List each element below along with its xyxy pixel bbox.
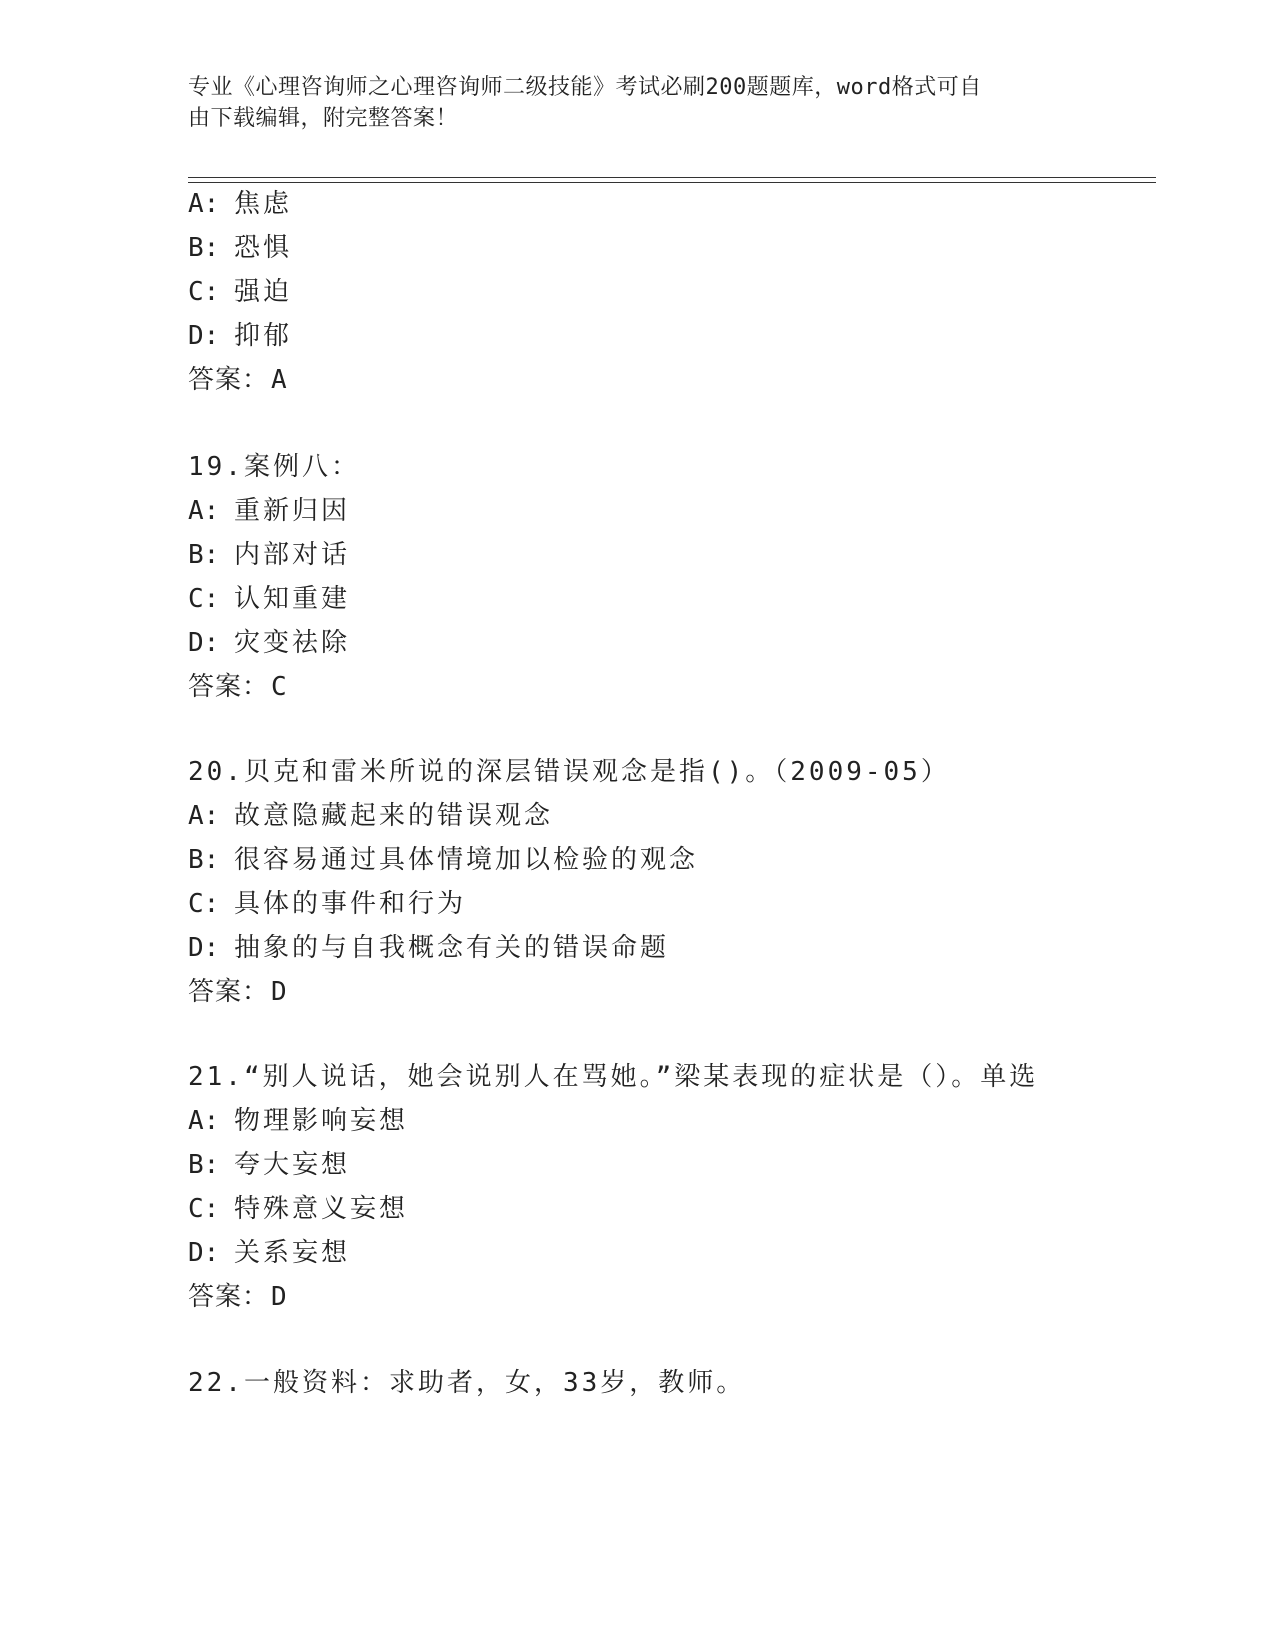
q21-option-c — [188, 1192, 408, 1226]
q20-option-b — [188, 843, 698, 877]
header-divider-bottom — [188, 182, 1156, 183]
option-letter: D: — [188, 628, 220, 658]
option-letter: A: — [188, 189, 220, 219]
q20-answer — [188, 975, 288, 1009]
header-divider-top — [188, 177, 1156, 178]
q19-option-a — [188, 494, 350, 528]
option-text: 故意隐藏起来的错误观念 — [234, 801, 554, 831]
option-letter: C: — [188, 584, 220, 614]
answer-value: A — [271, 365, 288, 395]
q20-option-c — [188, 887, 466, 921]
q21-option-d — [188, 1236, 350, 1270]
header-line-1: 专业《心理咨询师之心理咨询师二级技能》考试必刷200题题库，word格式可自 — [188, 75, 982, 100]
q21-option-a — [188, 1104, 408, 1138]
header-line-2: 由下载编辑，附完整答案！ — [188, 106, 459, 131]
option-text: 焦虑 — [234, 189, 293, 219]
option-letter: D: — [188, 1238, 220, 1268]
answer-label: 答案： — [188, 977, 270, 1007]
answer-value: D — [271, 977, 288, 1007]
option-letter: A: — [188, 801, 220, 831]
option-text: 特殊意义妄想 — [234, 1194, 409, 1224]
answer-label: 答案： — [188, 1282, 270, 1312]
option-text: 关系妄想 — [234, 1238, 351, 1268]
option-text: 抽象的与自我概念有关的错误命题 — [234, 933, 670, 963]
option-letter: C: — [188, 889, 220, 919]
q19-option-d — [188, 626, 350, 660]
q21-stem: 21.“别人说话，她会说别人在骂她。”梁某表现的症状是（）。单选 — [188, 1062, 1039, 1092]
option-letter: B: — [188, 540, 220, 570]
option-text: 恐惧 — [234, 233, 293, 263]
option-letter: B: — [188, 233, 220, 263]
option-letter: A: — [188, 496, 220, 526]
option-letter: D: — [188, 321, 220, 351]
answer-value: C — [271, 672, 288, 702]
option-text: 重新归因 — [234, 496, 351, 526]
q18-answer — [188, 363, 288, 397]
option-letter: B: — [188, 1150, 220, 1180]
option-letter: C: — [188, 277, 220, 307]
q18-option-b — [188, 231, 292, 265]
option-text: 具体的事件和行为 — [234, 889, 467, 919]
q21-option-b — [188, 1148, 350, 1182]
q21-answer — [188, 1280, 288, 1314]
option-text: 强迫 — [234, 277, 293, 307]
q19-option-c — [188, 582, 350, 616]
q22-stem: 22.一般资料：求助者，女，33岁，教师。 — [188, 1368, 746, 1398]
answer-value: D — [271, 1282, 288, 1312]
option-text: 夸大妄想 — [234, 1150, 351, 1180]
q20-option-d — [188, 931, 669, 965]
option-text: 抑郁 — [234, 321, 293, 351]
option-letter: D: — [188, 933, 220, 963]
document-header — [188, 72, 1088, 134]
option-letter: B: — [188, 845, 220, 875]
q18-option-a — [188, 187, 292, 221]
q20-option-a — [188, 799, 553, 833]
answer-label: 答案： — [188, 672, 270, 702]
q18-option-c — [188, 275, 292, 309]
option-letter: C: — [188, 1194, 220, 1224]
option-text: 内部对话 — [234, 540, 351, 570]
q18-option-d — [188, 319, 292, 353]
option-text: 物理影响妄想 — [234, 1106, 409, 1136]
q20-stem: 20.贝克和雷米所说的深层错误观念是指()。（2009-05） — [188, 757, 950, 787]
q19-answer — [188, 670, 288, 704]
q19-stem: 19.案例八： — [188, 452, 360, 482]
option-text: 很容易通过具体情境加以检验的观念 — [234, 845, 699, 875]
answer-label: 答案： — [188, 365, 270, 395]
q19-option-b — [188, 538, 350, 572]
option-letter: A: — [188, 1106, 220, 1136]
option-text: 认知重建 — [234, 584, 351, 614]
option-text: 灾变祛除 — [234, 628, 351, 658]
